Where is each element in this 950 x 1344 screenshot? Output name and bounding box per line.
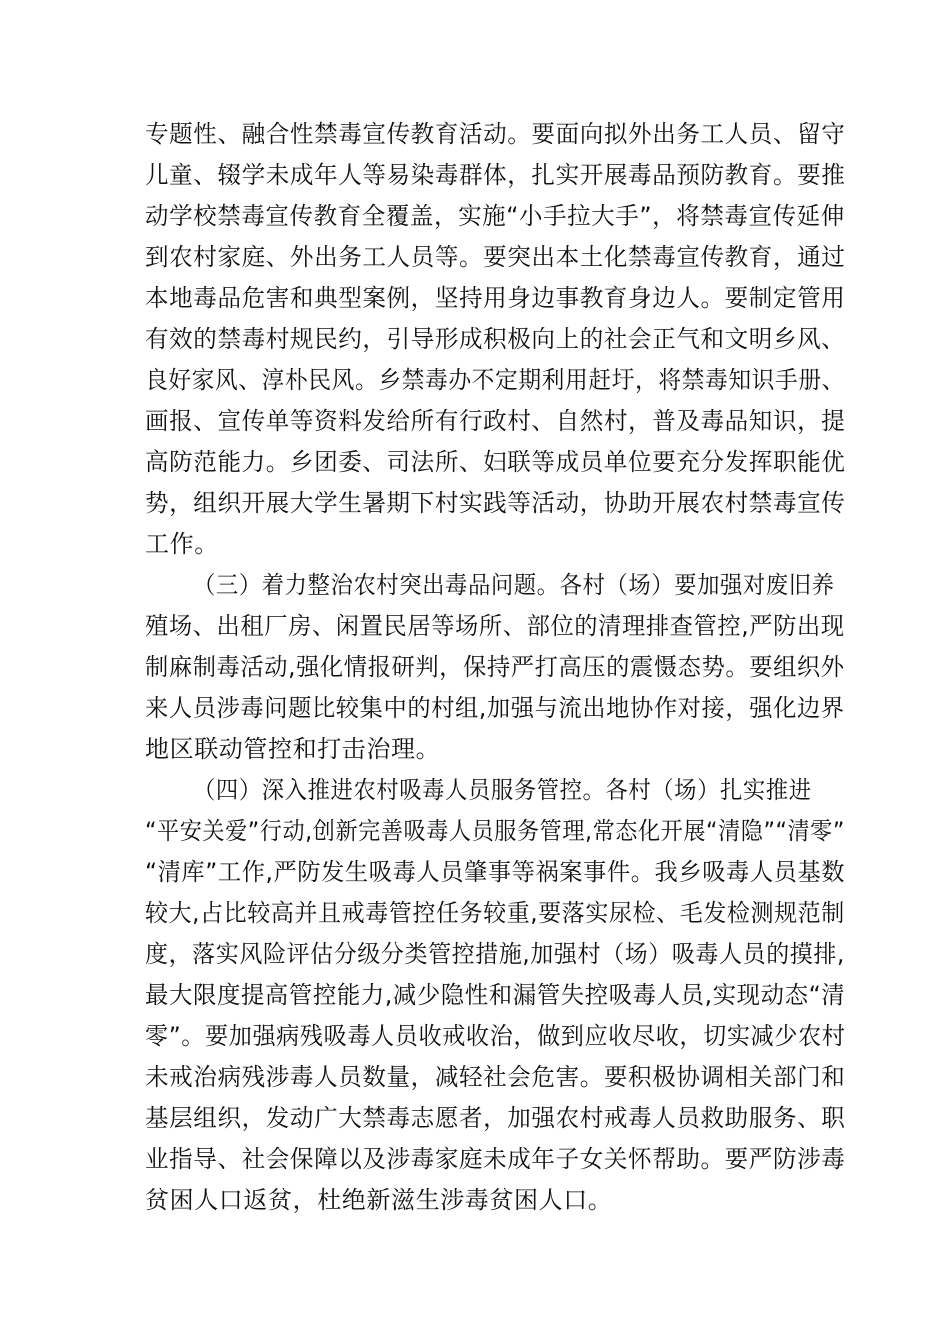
text-line: 本地毒品危害和典型案例，坚持用身边事教育身边人。要制定管用 [145, 284, 846, 312]
text-line: 势，组织开展大学生暑期下村实践等活动，协助开展农村禁毒宣传 [145, 489, 846, 517]
text-line: 最大限度提高管控能力,减少隐性和漏管失控吸毒人员,实现动态“清 [145, 981, 846, 1009]
section-heading-line: （三）着力整治农村突出毒品问题。各村（场）要加强对废旧养 [193, 571, 835, 599]
text-line: 高防范能力。乡团委、司法所、妇联等成员单位要充分发挥职能优 [145, 448, 846, 476]
text-line: 较大,占比较高并且戒毒管控任务较重,要落实尿检、毛发检测规范制 [145, 899, 845, 927]
section-heading-line: （四）深入推进农村吸毒人员服务管控。各村（场）扎实推进 [193, 776, 812, 804]
text-line: 儿童、辍学未成年人等易染毒群体，扎实开展毒品预防教育。要推 [145, 161, 846, 189]
text-line: 工作。 [145, 530, 219, 558]
text-line: 画报、宣传单等资料发给所有行政村、自然村，普及毒品知识，提 [145, 407, 846, 435]
text-line: 动学校禁毒宣传教育全覆盖，实施“小手拉大手”，将禁毒宣传延伸 [145, 202, 845, 230]
text-line: 到农村家庭、外出务工人员等。要突出本土化禁毒宣传教育，通过 [145, 243, 846, 271]
text-line: 地区联动管控和打击治理。 [145, 735, 441, 763]
text-line: 制麻制毒活动,强化情报研判，保持严打高压的震慑态势。要组织外 [145, 653, 845, 681]
text-line: 未戒治病残涉毒人员数量，减轻社会危害。要积极协调相关部门和 [145, 1063, 846, 1091]
text-line: 专题性、融合性禁毒宣传教育活动。要面向拟外出务工人员、留守 [145, 120, 846, 148]
text-line: 业指导、社会保障以及涉毒家庭未成年子女关怀帮助。要严防涉毒 [145, 1145, 846, 1173]
text-line: 有效的禁毒村规民约，引导形成积极向上的社会正气和文明乡风、 [145, 325, 846, 353]
text-line: 零”。要加强病残吸毒人员收戒收治，做到应收尽收，切实减少农村 [145, 1022, 846, 1050]
text-line: 殖场、出租厂房、闲置民居等场所、部位的清理排查管控,严防出现 [145, 612, 845, 640]
text-line: 度，落实风险评估分级分类管控措施,加强村（场）吸毒人员的摸排, [145, 940, 845, 968]
text-line: 来人员涉毒问题比较集中的村组,加强与流出地协作对接，强化边界 [145, 694, 845, 722]
text-line: “清库”工作,严防发生吸毒人员肇事等祸案事件。我乡吸毒人员基数 [145, 858, 846, 886]
text-line: 贫困人口返贫，杜绝新滋生涉毒贫困人口。 [145, 1186, 613, 1214]
text-line: 基层组织，发动广大禁毒志愿者，加强农村戒毒人员救助服务、职 [145, 1104, 846, 1132]
text-line: “平安关爱”行动,创新完善吸毒人员服务管理,常态化开展“清隐”“清零” [145, 817, 845, 845]
text-line: 良好家风、淳朴民风。乡禁毒办不定期利用赶圩，将禁毒知识手册、 [145, 366, 845, 394]
